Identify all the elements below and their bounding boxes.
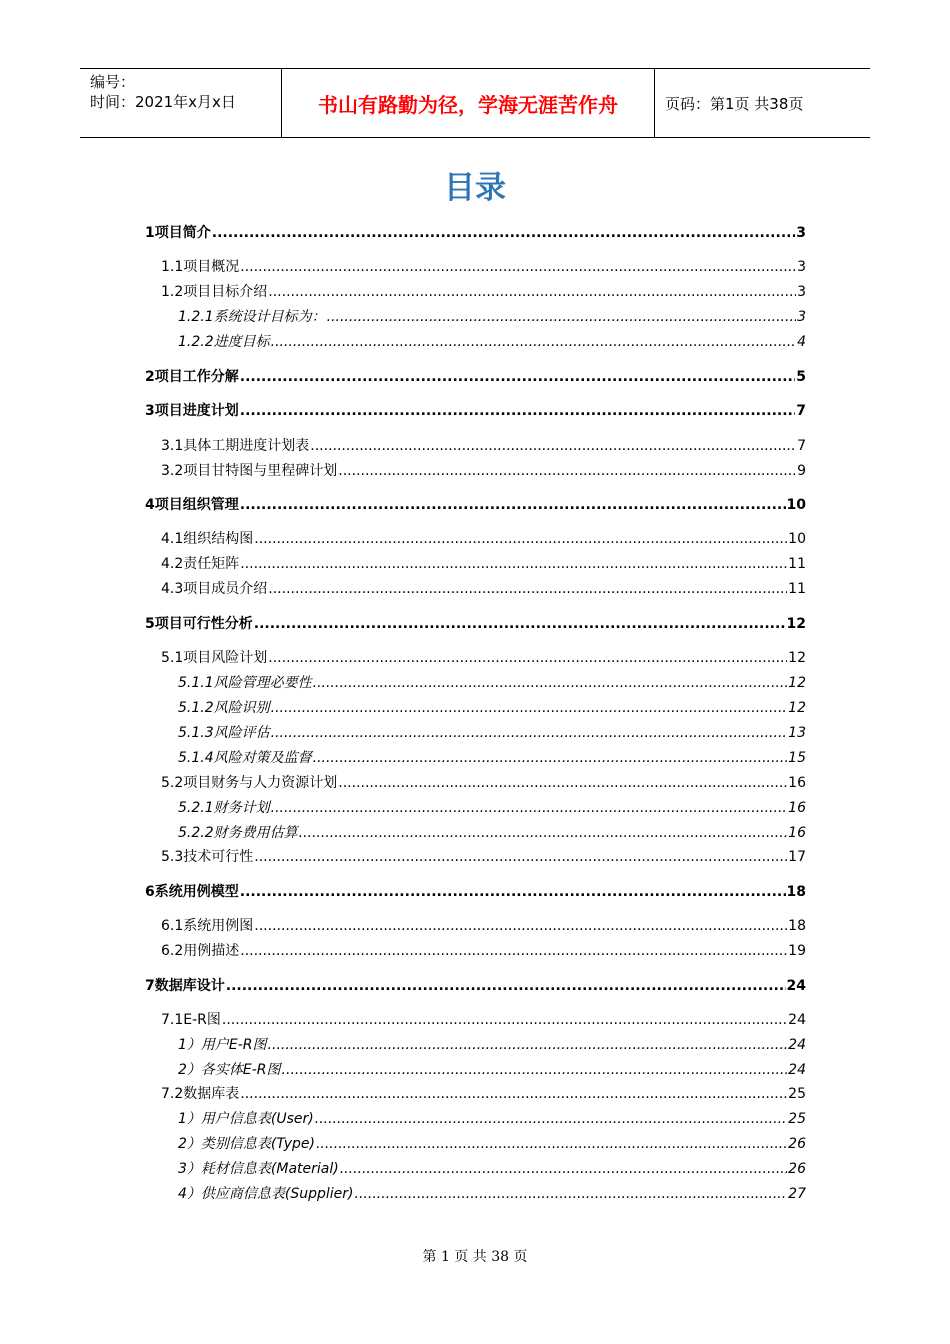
toc-entry[interactable] xyxy=(145,614,806,634)
toc-entry-title: 5.3技术可行性 xyxy=(161,849,254,865)
toc-leader-dots xyxy=(254,847,787,867)
toc-entry-title: 4项目组织管理 xyxy=(145,497,239,513)
toc-leader-dots xyxy=(271,698,788,718)
toc-entry[interactable] xyxy=(178,1134,806,1154)
toc-leader-dots xyxy=(254,614,786,634)
toc-entry-page: 7 xyxy=(796,403,806,419)
toc-leader-dots xyxy=(268,1035,788,1055)
toc-entry[interactable] xyxy=(145,976,806,996)
toc-entry[interactable] xyxy=(161,554,806,574)
toc-entry-title: 3.1具体工期进度计划表 xyxy=(161,438,310,454)
toc-entry-page: 10 xyxy=(786,497,806,513)
toc-entry[interactable] xyxy=(161,1010,806,1030)
toc-leader-dots xyxy=(240,257,796,277)
toc-leader-dots xyxy=(268,282,796,302)
toc-entry[interactable] xyxy=(178,332,806,352)
toc-entry[interactable] xyxy=(161,648,806,668)
toc-entry[interactable] xyxy=(161,436,806,456)
toc-entry[interactable] xyxy=(161,579,806,599)
toc-entry[interactable] xyxy=(161,916,806,936)
toc-entry-page: 24 xyxy=(788,1037,806,1053)
toc-leader-dots xyxy=(254,916,787,936)
toc-entry-page: 3 xyxy=(796,225,806,241)
header-meta xyxy=(80,69,282,137)
toc-entry-title: 5.2.2财务费用估算 xyxy=(178,825,298,841)
toc-leader-dots xyxy=(340,1159,787,1179)
toc-entry-page: 7 xyxy=(797,438,806,454)
toc-entry-title: 3）耗材信息表(Material) xyxy=(178,1161,339,1177)
toc-entry-page: 24 xyxy=(788,1062,806,1078)
toc-leader-dots xyxy=(212,223,796,243)
header-page-info: 页码：第1页 共38页 xyxy=(665,94,804,113)
toc-entry[interactable] xyxy=(178,1159,806,1179)
toc-entry[interactable] xyxy=(178,823,806,843)
toc-leader-dots xyxy=(240,882,786,902)
toc-entry-title: 5.2.1财务计划 xyxy=(178,800,270,816)
toc-entry-page: 24 xyxy=(786,978,806,994)
toc-entry-title: 5.2项目财务与人力资源计划 xyxy=(161,775,338,791)
toc-leader-dots xyxy=(299,823,788,843)
toc-entry[interactable] xyxy=(161,773,806,793)
toc-entry-page: 11 xyxy=(788,556,806,572)
toc-leader-dots xyxy=(327,307,796,327)
toc-entry-title: 1.1项目概况 xyxy=(161,259,240,275)
toc-entry[interactable] xyxy=(145,495,806,515)
toc-entry-title: 1项目简介 xyxy=(145,225,211,241)
toc-entry[interactable] xyxy=(145,401,806,421)
toc-entry-title: 1.2.2进度目标 xyxy=(178,334,270,350)
toc-entry-page: 12 xyxy=(788,650,806,666)
toc-entry[interactable] xyxy=(178,1035,806,1055)
toc-entry-title: 2）各实体E-R图 xyxy=(178,1062,281,1078)
toc-entry-title: 4.1组织结构图 xyxy=(161,531,254,547)
toc-leader-dots xyxy=(268,648,787,668)
toc-entry-title: 4）供应商信息表(Supplier) xyxy=(178,1186,354,1202)
toc-entry-page: 10 xyxy=(788,531,806,547)
toc-entry[interactable] xyxy=(178,307,806,327)
toc-entry[interactable] xyxy=(161,257,806,277)
toc-entry-page: 17 xyxy=(788,849,806,865)
toc-entry[interactable] xyxy=(178,748,806,768)
toc-entry-title: 5.1项目风险计划 xyxy=(161,650,268,666)
toc-leader-dots xyxy=(316,1134,787,1154)
toc-entry[interactable] xyxy=(178,798,806,818)
toc-leader-dots xyxy=(240,1084,787,1104)
toc-entry[interactable] xyxy=(178,723,806,743)
toc-leader-dots xyxy=(271,798,788,818)
time-label: 时间：2021年x月x日 xyxy=(90,93,236,111)
toc-entry-page: 18 xyxy=(786,884,806,900)
toc-leader-dots xyxy=(313,673,788,693)
page-header xyxy=(80,68,870,138)
toc-entry[interactable] xyxy=(161,941,806,961)
toc-entry-page: 18 xyxy=(788,918,806,934)
toc-entry-page: 16 xyxy=(788,800,806,816)
toc-leader-dots xyxy=(240,941,787,961)
page-title: 目录 xyxy=(444,170,506,206)
toc-leader-dots xyxy=(240,401,796,421)
toc-entry-title: 1）用户信息表(User) xyxy=(178,1111,314,1127)
toc-entry-page: 27 xyxy=(788,1186,806,1202)
toc-leader-dots xyxy=(315,1109,787,1129)
toc-entry-page: 15 xyxy=(788,750,806,766)
toc-leader-dots xyxy=(268,579,787,599)
toc-entry-title: 4.2责任矩阵 xyxy=(161,556,240,572)
toc-entry[interactable] xyxy=(161,461,806,481)
toc-entry-title: 7.2数据库表 xyxy=(161,1086,240,1102)
toc-entry-page: 25 xyxy=(788,1111,806,1127)
toc-entry-page: 13 xyxy=(788,725,806,741)
toc-entry-page: 9 xyxy=(797,463,806,479)
toc-entry-title: 5.1.2风险识别 xyxy=(178,700,270,716)
toc-entry[interactable] xyxy=(145,882,806,902)
toc-entry-page: 12 xyxy=(788,675,806,691)
toc-entry-page: 19 xyxy=(788,943,806,959)
toc-entry-page: 4 xyxy=(797,334,806,350)
toc-leader-dots xyxy=(355,1184,788,1204)
toc-entry-title: 2项目工作分解 xyxy=(145,369,239,385)
toc-entry[interactable] xyxy=(178,698,806,718)
toc-entry-title: 1.2.1系统设计目标为： xyxy=(178,309,326,325)
toc-leader-dots xyxy=(226,976,786,996)
toc-entry-title: 2）类别信息表(Type) xyxy=(178,1136,315,1152)
toc-entry-title: 1.2项目目标介绍 xyxy=(161,284,268,300)
number-label: 编号： xyxy=(90,73,136,91)
toc-entry-title: 6.1系统用例图 xyxy=(161,918,254,934)
toc-entry-page: 11 xyxy=(788,581,806,597)
toc-entry[interactable] xyxy=(178,673,806,693)
toc-leader-dots xyxy=(240,495,786,515)
toc-entry-page: 26 xyxy=(788,1161,806,1177)
toc-entry-page: 3 xyxy=(797,259,806,275)
toc-entry-page: 26 xyxy=(788,1136,806,1152)
toc-entry[interactable] xyxy=(161,847,806,867)
toc-entry-title: 5.1.4风险对策及监督 xyxy=(178,750,312,766)
toc-entry[interactable] xyxy=(178,1060,806,1080)
toc-entry-page: 25 xyxy=(788,1086,806,1102)
toc-entry-page: 12 xyxy=(788,700,806,716)
toc-entry[interactable] xyxy=(178,1109,806,1129)
toc-entry-page: 16 xyxy=(788,825,806,841)
toc-entry-title: 7数据库设计 xyxy=(145,978,225,994)
toc-entry-title: 6.2用例描述 xyxy=(161,943,240,959)
toc-leader-dots xyxy=(282,1060,788,1080)
toc-leader-dots xyxy=(240,554,787,574)
toc-entry-page: 3 xyxy=(797,284,806,300)
header-slogan: 书山有路勤为径，学海无涯苦作舟 xyxy=(282,69,655,137)
toc-entry-page: 5 xyxy=(796,369,806,385)
toc-entry-title: 1）用户E-R图 xyxy=(178,1037,267,1053)
toc-entry-title: 5.1.3风险评估 xyxy=(178,725,270,741)
toc-entry[interactable] xyxy=(161,529,806,549)
toc-entry-title: 5项目可行性分析 xyxy=(145,616,253,632)
toc-entry[interactable] xyxy=(145,367,806,387)
toc-entry-page: 24 xyxy=(788,1012,806,1028)
toc-entry-title: 3项目进度计划 xyxy=(145,403,239,419)
toc-entry[interactable] xyxy=(161,282,806,302)
toc-entry[interactable] xyxy=(178,1184,806,1204)
page-footer: 第 1 页 共 38 页 xyxy=(422,1249,528,1265)
toc-leader-dots xyxy=(271,723,788,743)
toc-entry[interactable] xyxy=(161,1084,806,1104)
toc-leader-dots xyxy=(313,748,788,768)
toc-leader-dots xyxy=(222,1010,787,1030)
toc-leader-dots xyxy=(240,367,796,387)
toc-leader-dots xyxy=(338,773,787,793)
toc-entry-title: 3.2项目甘特图与里程碑计划 xyxy=(161,463,338,479)
toc-entry[interactable] xyxy=(145,223,806,243)
toc-entry-page: 16 xyxy=(788,775,806,791)
toc-entry-page: 3 xyxy=(797,309,806,325)
toc-leader-dots xyxy=(310,436,796,456)
toc-entry-title: 5.1.1风险管理必要性 xyxy=(178,675,312,691)
toc-entry-title: 7.1E-R图 xyxy=(161,1012,221,1028)
toc-entry-page: 12 xyxy=(786,616,806,632)
toc-entry-title: 6系统用例模型 xyxy=(145,884,239,900)
toc-leader-dots xyxy=(271,332,796,352)
toc-entry-title: 4.3项目成员介绍 xyxy=(161,581,268,597)
toc-leader-dots xyxy=(338,461,796,481)
toc-leader-dots xyxy=(254,529,787,549)
